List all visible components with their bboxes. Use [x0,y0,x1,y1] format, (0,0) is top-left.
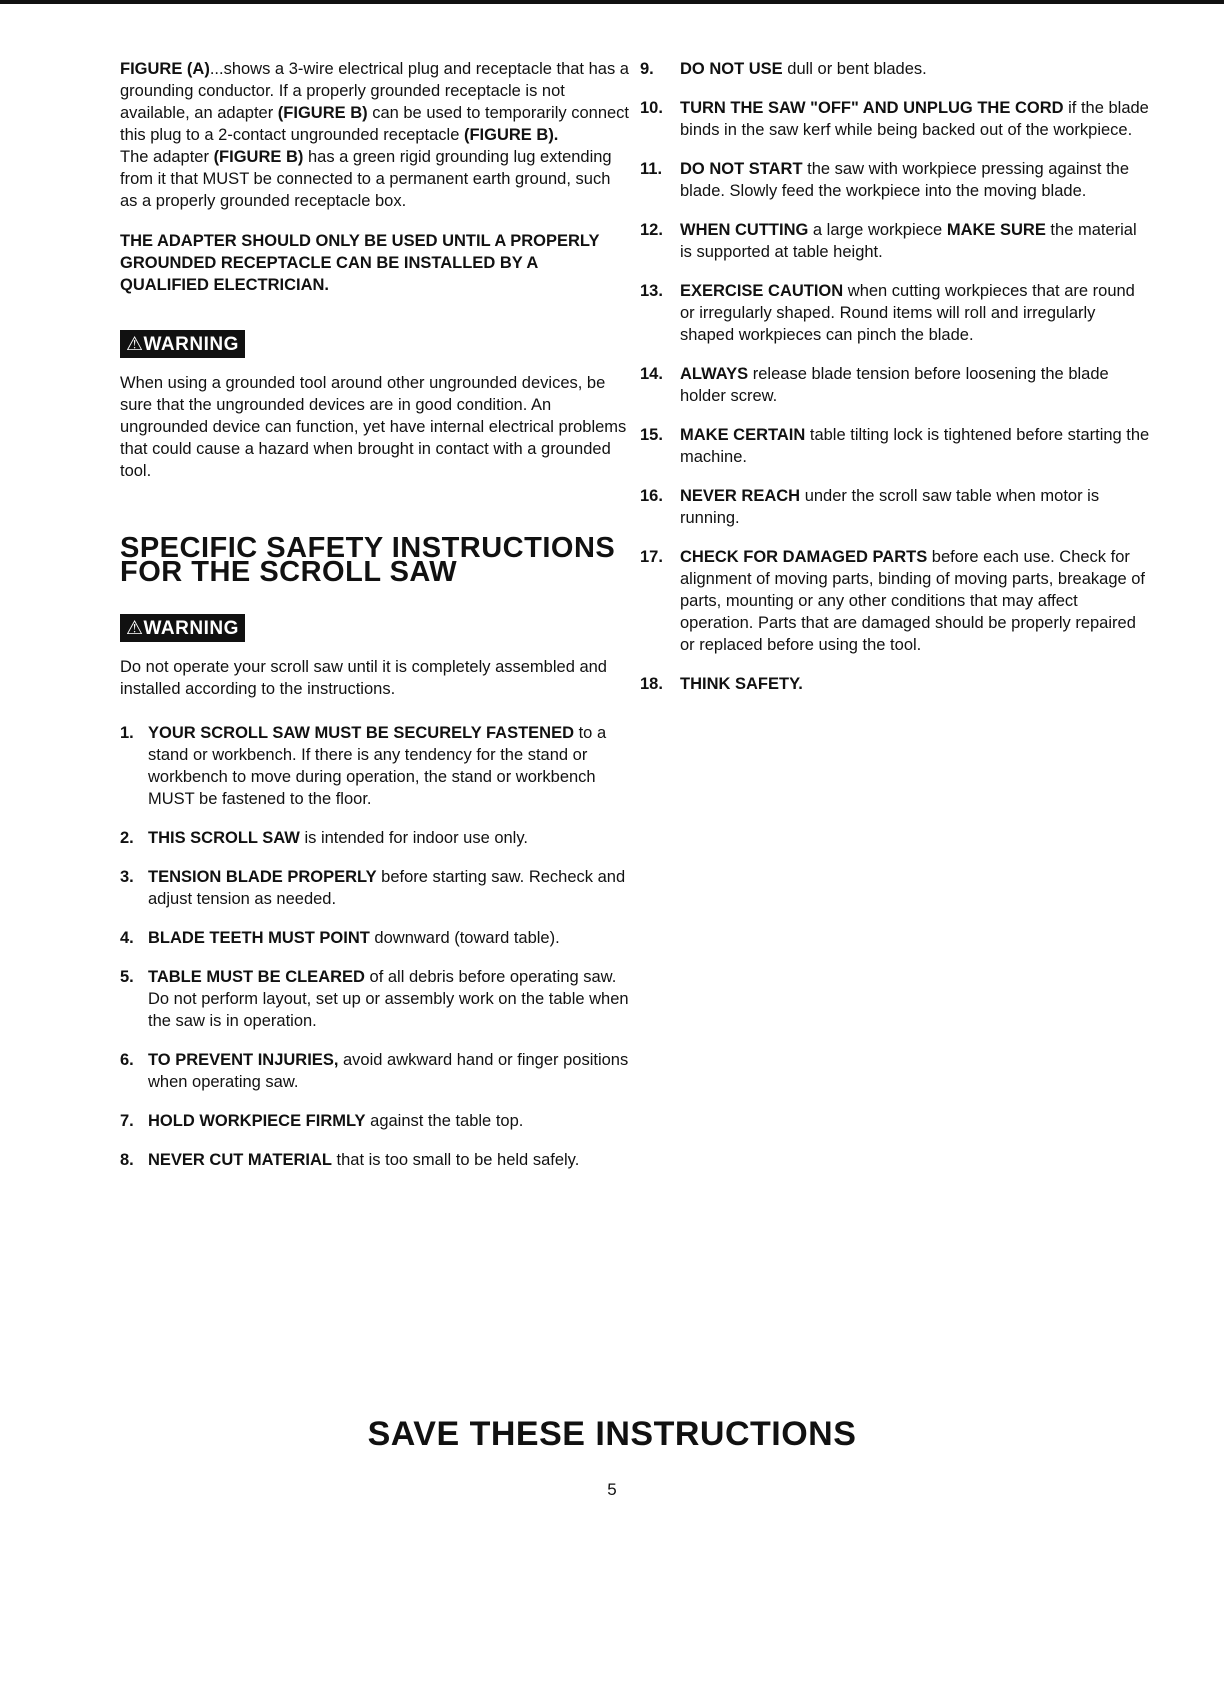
item-number: 13. [640,282,663,300]
item-number: 7. [120,1112,134,1130]
item-number: 9. [640,60,654,78]
safety-item [640,219,1150,263]
warning-badge-1: ⚠WARNING [120,330,245,358]
safety-item [640,158,1150,202]
item-text: under the scroll saw table when motor is running. [680,487,1100,527]
safety-item [640,58,1150,80]
safety-item [640,363,1150,407]
safety-item [120,927,630,949]
figure-a-text: ...shows a 3-wire electrical plug and receptacle that has a grounding conductor. If a properly grounded receptacle is not available, an adapter [120,60,629,122]
figure-b-text: can be used to temporarily connect this plug to a 2-contact ungrounded receptacle [120,104,630,144]
item-lead: TO PREVENT INJURIES, [148,1051,339,1069]
item-text: a large workpiece [808,221,947,239]
safety-item [640,280,1150,346]
item-number: 5. [120,968,134,986]
item-lead: BLADE TEETH MUST POINT [148,929,370,947]
safety-item [120,1049,630,1093]
item-number: 15. [640,426,663,444]
item-number: 1. [120,724,134,742]
item-text: before each use. Check for alignment of moving parts, binding of moving parts, breakage of parts, mounting or any other conditions that may affect operation. Parts that are damaged should be properly repaired or replaced before using the tool. [680,548,1146,654]
item-text: before starting saw. Recheck and adjust tension as needed. [148,868,626,908]
safety-item [120,866,630,910]
adapter-text: has a green rigid grounding lug extending from it that MUST be connected to a permanent earth ground, such as a properly grounded receptacle box. [120,148,612,210]
warning-text-2: Do not operate your scroll saw until it is completely assembled and installed according to the instructions. [120,658,607,698]
item-text: of all debris before operating saw. Do not perform layout, set up or assembly work on the table when the saw is in operation. [148,968,629,1030]
item-text: downward (toward table). [369,929,560,947]
item-text: that is too small to be held safely. [331,1151,580,1169]
save-instructions-heading: SAVE THESE INSTRUCTIONS [367,1415,857,1453]
section-title [120,532,630,588]
item-lead: TENSION BLADE PROPERLY [148,868,377,886]
figure-a-label: FIGURE (A) [120,60,210,78]
item-lead: THIS SCROLL SAW [148,829,300,847]
page-number: 5 [607,1480,617,1499]
safety-item [640,546,1150,656]
figure-intro-paragraph [120,58,630,212]
item-number: 4. [120,929,134,947]
item-number: 6. [120,1051,134,1069]
section-title-line-1: SPECIFIC SAFETY INSTRUCTIONS [120,532,616,564]
item-lead: MAKE CERTAIN [680,426,806,444]
figure-b-label-2: (FIGURE B). [463,126,559,144]
figure-b-label: (FIGURE B) [277,104,368,122]
section-title-line-2: FOR THE SCROLL SAW [120,556,458,588]
adapter-pre: The adapter [120,148,214,166]
adapter-notice: THE ADAPTER SHOULD ONLY BE USED UNTIL A PROPERLY GROUNDED RECEPTACLE CAN BE INSTALLED BY A QUALIFIED ELECTRICIAN. [120,232,600,294]
item-text: when cutting workpieces that are round or irregularly shaped. Round items will roll and irregularly shaped workpieces can pinch the blade. [680,282,1135,344]
top-border-line [0,0,1224,4]
safety-item [120,722,630,810]
warning-badge-2: ⚠WARNING [120,614,245,642]
item-text: dull or bent blades. [782,60,927,78]
item-text-2: the material is supported at table height. [680,221,1137,261]
left-column [120,58,630,1188]
item-text: the saw with workpiece pressing against the blade. Slowly feed the workpiece into the moving blade. [680,160,1130,200]
item-lead: CHECK FOR DAMAGED PARTS [680,548,928,566]
warning-text-1: When using a grounded tool around other ungrounded devices, be sure that the ungrounded devices are in good condition. An ungrounded device can function, yet have internal electrical problems that could cause a hazard when brought in contact with a grounded tool. [120,374,627,480]
item-lead: EXERCISE CAUTION [680,282,844,300]
item-lead: NEVER REACH [680,487,801,505]
item-lead: THINK SAFETY. [680,675,803,693]
item-number: 18. [640,675,663,693]
safety-item [640,424,1150,468]
item-text: if the blade binds in the saw kerf while being backed out of the workpiece. [680,99,1149,139]
item-number: 3. [120,868,134,886]
item-lead: NEVER CUT MATERIAL [148,1151,332,1169]
item-number: 10. [640,99,663,117]
item-lead: TABLE MUST BE CLEARED [148,968,365,986]
safety-item [640,673,1150,695]
item-lead: TURN THE SAW "OFF" AND UNPLUG THE CORD [680,99,1064,117]
safety-item [640,485,1150,529]
item-lead: WHEN CUTTING [680,221,809,239]
item-text: table tilting lock is tightened before starting the machine. [680,426,1150,466]
item-number: 2. [120,829,134,847]
item-lead: YOUR SCROLL SAW MUST BE SECURELY FASTENED [148,724,575,742]
item-text: to a stand or workbench. If there is any tendency for the stand or workbench to move during operation, the stand or workbench MUST be fastened to the floor. [148,724,607,808]
safety-item [120,1110,630,1132]
item-lead: ALWAYS [680,365,749,383]
safety-item [120,827,630,849]
item-text: is intended for indoor use only. [299,829,528,847]
item-lead: DO NOT USE [680,60,783,78]
item-text: avoid awkward hand or finger positions when operating saw. [148,1051,629,1091]
item-number: 14. [640,365,663,383]
item-lead: DO NOT START [680,160,803,178]
item-number: 16. [640,487,663,505]
safety-item [120,966,630,1032]
item-text: against the table top. [365,1112,524,1130]
adapter-figure-label: (FIGURE B) [213,148,304,166]
safety-item [120,1149,630,1171]
item-number: 11. [640,160,663,178]
item-number: 12. [640,221,663,239]
item-lead: HOLD WORKPIECE FIRMLY [148,1112,366,1130]
item-number: 8. [120,1151,134,1169]
right-column [640,58,1150,712]
safety-item [640,97,1150,141]
item-lead-2: MAKE SURE [946,221,1046,239]
item-number: 17. [640,548,663,566]
item-text: release blade tension before loosening the blade holder screw. [680,365,1109,405]
